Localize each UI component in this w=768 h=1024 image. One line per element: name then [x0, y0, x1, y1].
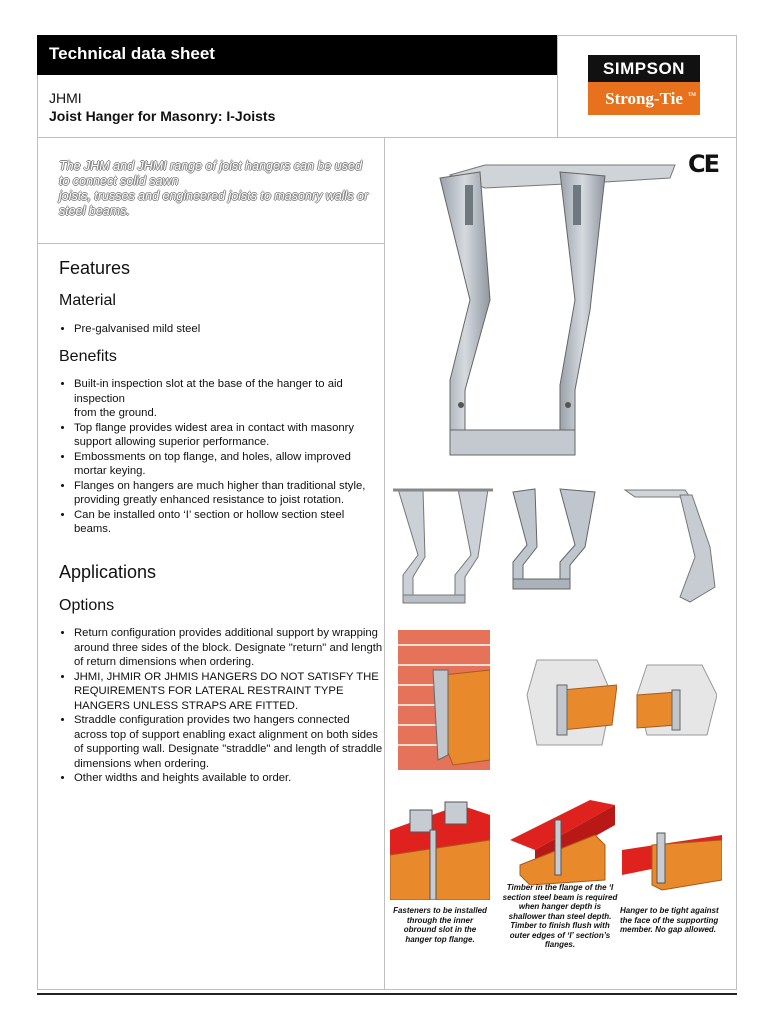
intro-rule	[37, 243, 384, 244]
block-wall-install-image	[507, 655, 617, 750]
steel-beam-fastener-image	[390, 800, 490, 900]
simpson-strongtie-logo	[588, 55, 700, 115]
material-heading: Material	[59, 292, 116, 309]
material-list	[59, 322, 384, 337]
column-divider	[384, 137, 385, 990]
product-name: Joist Hanger for Masonry: I-Joists	[49, 108, 276, 124]
benefits-heading: Benefits	[59, 348, 117, 365]
list-item: • Can be installed onto ‘I’ section or hollow section steel beams.	[74, 508, 384, 537]
logo-strongtie	[588, 82, 700, 115]
beam-tight-fit-image	[622, 825, 722, 895]
i-section-beam-image	[505, 800, 615, 885]
options-heading: Options	[59, 597, 115, 614]
features-heading: Features	[59, 258, 131, 278]
intro-text: The JHM and JHMI range of joist hangers can be used to connect solid sawn joists, trusses and engineered joists to masonry walls or steel beams.	[59, 159, 369, 218]
hanger-side-image	[620, 487, 720, 607]
hanger-return-image	[505, 487, 600, 597]
header-divider	[557, 35, 558, 137]
list-item: • Return configuration provides additional support by wrapping around three sides of the block. Designate "return" and length of return dimensions when ordering.	[74, 626, 384, 670]
list-item: • Top flange provides widest area in contact with masonry support allowing superior performance.	[74, 421, 384, 450]
list-item: • Built-in inspection slot at the base of the hanger to aid inspection from the ground.	[74, 377, 384, 421]
logo-tm: TM	[687, 93, 696, 98]
logo-strongtie-text: Strong-Tie	[605, 89, 683, 108]
ce-mark: CE	[688, 150, 719, 178]
list-item: • Pre-galvanised mild steel	[74, 322, 384, 337]
brick-wall-install-image	[398, 630, 490, 770]
footer-rule	[37, 993, 737, 995]
caption-fasteners: Fasteners to be installed through the inner obround slot in the hanger top flange.	[393, 906, 487, 944]
caption-tight-fit: Hanger to be tight against the face of the supporting member. No gap allowed.	[620, 906, 719, 934]
logo-simpson: SIMPSON	[588, 55, 700, 82]
block-return-install-image	[627, 660, 717, 740]
benefits-list	[59, 377, 384, 537]
main-hanger-image	[425, 160, 690, 460]
list-item: • Straddle configuration provides two hangers connected across top of support enabling exact alignment on both sides of supporting wall. Designate "straddle" and length of straddle dimensions when ordering.	[74, 713, 384, 771]
caption-timber-flange: Timber in the flange of the ‘I section steel beam is required when hanger depth is shallower than steel depth. Timber to finish flush with outer edges of ‘I’ section’s flanges.	[502, 883, 618, 949]
hanger-standard-image	[393, 487, 498, 607]
header-bottom-rule	[37, 137, 737, 138]
page-title: Technical data sheet	[49, 44, 215, 63]
product-code: JHMI	[49, 90, 82, 106]
list-item: • Embossments on top flange, and holes, allow improved mortar keying.	[74, 450, 384, 479]
list-item: • JHMI, JHMIR OR JHMIS HANGERS DO NOT SATISFY THE REQUIREMENTS FOR LATERAL RESTRAINT TYPE HANGERS UNLESS STRAPS ARE FITTED.	[74, 670, 384, 714]
options-list	[59, 626, 384, 786]
applications-heading: Applications	[59, 562, 157, 582]
list-item: • Other widths and heights available to order.	[74, 771, 384, 786]
list-item: • Flanges on hangers are much higher than traditional style, providing greatly enhanced resistance to joist rotation.	[74, 479, 384, 508]
